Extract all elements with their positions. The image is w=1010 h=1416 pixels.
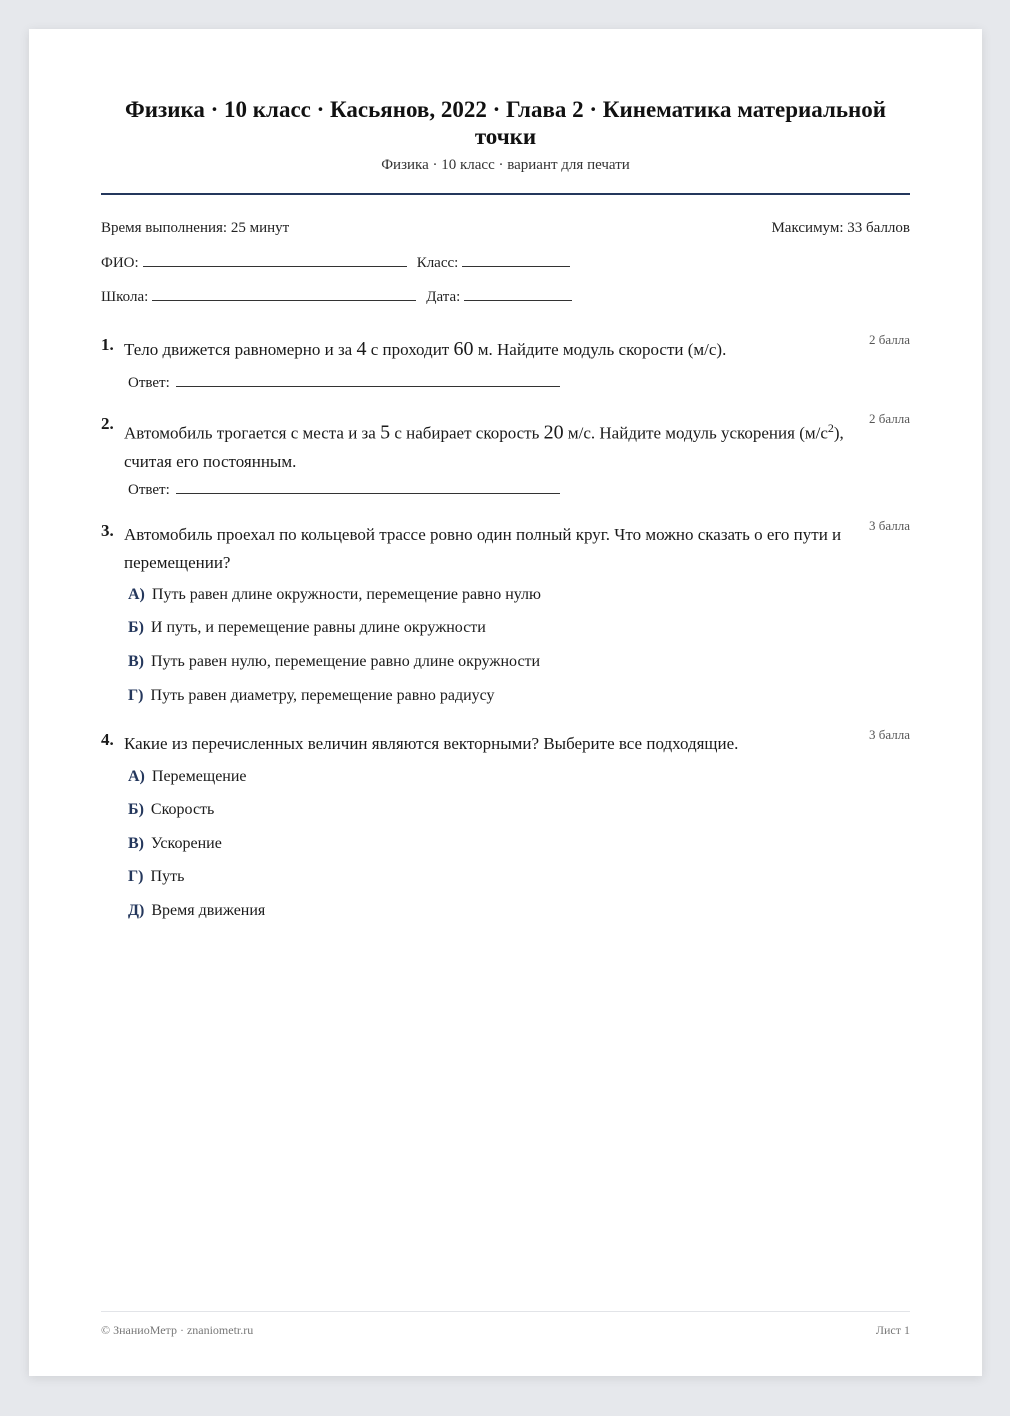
- option-letter: Б): [128, 801, 144, 818]
- question-number: 3.: [101, 521, 114, 540]
- footer-divider: [101, 1311, 910, 1312]
- question-points: 3 балла: [869, 518, 910, 533]
- fio-class-row: [101, 253, 580, 272]
- date-field[interactable]: [464, 287, 572, 301]
- fio-field[interactable]: [143, 253, 407, 267]
- question-text: [124, 335, 844, 364]
- worksheet-page: [29, 29, 982, 1376]
- school-label: Школа:: [101, 289, 149, 305]
- answer-1: [128, 373, 560, 392]
- option-4a[interactable]: [128, 768, 247, 786]
- answer-2: [128, 480, 560, 499]
- text-part: с проходит: [366, 340, 454, 359]
- question-number: 2.: [101, 414, 114, 433]
- school-field[interactable]: [152, 287, 416, 301]
- math-value: 20: [543, 421, 564, 444]
- question-text: [124, 414, 844, 476]
- text-part: Автомобиль трогается с места и за: [124, 423, 381, 443]
- page-title: Физика · 10 класс · Касьянов, 2022 · Глава 2 · Кинематика материальной точки: [124, 97, 887, 149]
- option-text: Ускорение: [151, 835, 222, 852]
- option-letter: А): [128, 768, 145, 785]
- option-3b[interactable]: [128, 619, 486, 637]
- question-points: 2 балла: [869, 332, 910, 347]
- page-content: [101, 29, 910, 1376]
- max-score: Максимум: 33 баллов: [771, 220, 910, 236]
- text-part: м/с. Найдите модуль ускорения (м/с: [563, 423, 828, 443]
- option-letter: Д): [128, 902, 145, 919]
- option-text: Путь равен длине окружности, перемещение равно нулю: [151, 586, 541, 603]
- meta-row: [101, 220, 910, 237]
- question-points: 2 балла: [869, 411, 910, 426]
- option-4e[interactable]: [128, 902, 265, 920]
- text-part: с набирает скорость: [390, 423, 544, 443]
- text-part: м. Найдите модуль скорости (м/с).: [473, 340, 727, 359]
- superscript: 2: [827, 421, 834, 435]
- option-text: И путь, и перемещение равны длине окружности: [150, 619, 486, 636]
- option-3a[interactable]: [128, 586, 541, 604]
- question-text: Какие из перечисленных величин являются векторными? Выберите все подходящие.: [124, 734, 739, 753]
- option-text: Путь равен нулю, перемещение равно длине окружности: [151, 653, 541, 670]
- answer-field[interactable]: [176, 480, 560, 494]
- option-text: Путь равен диаметру, перемещение равно радиусу: [150, 687, 495, 704]
- header-divider: [101, 193, 910, 195]
- math-value: 60: [453, 338, 474, 360]
- option-4d[interactable]: [128, 868, 184, 886]
- option-3c[interactable]: [128, 653, 540, 671]
- class-label: Класс:: [416, 255, 459, 271]
- text-part: Тело движется равномерно и за: [124, 340, 357, 359]
- question-text: Автомобиль проехал по кольцевой трассе ровно один полный круг. Что можно сказать о его пути и перемещении?: [124, 525, 842, 572]
- option-letter: В): [128, 653, 144, 670]
- footer: [101, 1323, 910, 1338]
- option-letter: Г): [128, 868, 144, 885]
- option-4c[interactable]: [128, 835, 222, 853]
- time-limit: Время выполнения: 25 минут: [101, 220, 290, 236]
- option-letter: Г): [128, 687, 144, 704]
- option-text: Скорость: [150, 801, 215, 818]
- option-text: Время движения: [151, 902, 266, 919]
- math-value: 5: [380, 421, 391, 444]
- school-date-row: [101, 287, 582, 306]
- option-text: Перемещение: [151, 768, 247, 785]
- answer-field[interactable]: [176, 373, 560, 387]
- math-value: 4: [356, 338, 367, 360]
- option-text: Путь: [150, 868, 185, 885]
- option-4b[interactable]: [128, 801, 214, 819]
- question-number: 1.: [101, 335, 114, 354]
- answer-label: Ответ:: [128, 375, 170, 391]
- page-subtitle: Физика · 10 класс · вариант для печати: [381, 157, 630, 173]
- option-letter: Б): [128, 619, 144, 636]
- answer-label: Ответ:: [128, 482, 170, 498]
- fio-label: ФИО:: [101, 255, 139, 271]
- question-points: 3 балла: [869, 727, 910, 742]
- question-number: 4.: [101, 730, 114, 749]
- class-field[interactable]: [462, 253, 570, 267]
- date-label: Дата:: [426, 289, 461, 305]
- option-letter: А): [128, 586, 145, 603]
- footer-copyright: © ЗнаниоМетр · znaniometr.ru: [101, 1323, 254, 1337]
- option-letter: В): [128, 835, 144, 852]
- option-3d[interactable]: [128, 687, 495, 705]
- text-part: ), считая его постоянным.: [124, 423, 844, 471]
- sheet-number: Лист 1: [875, 1323, 910, 1337]
